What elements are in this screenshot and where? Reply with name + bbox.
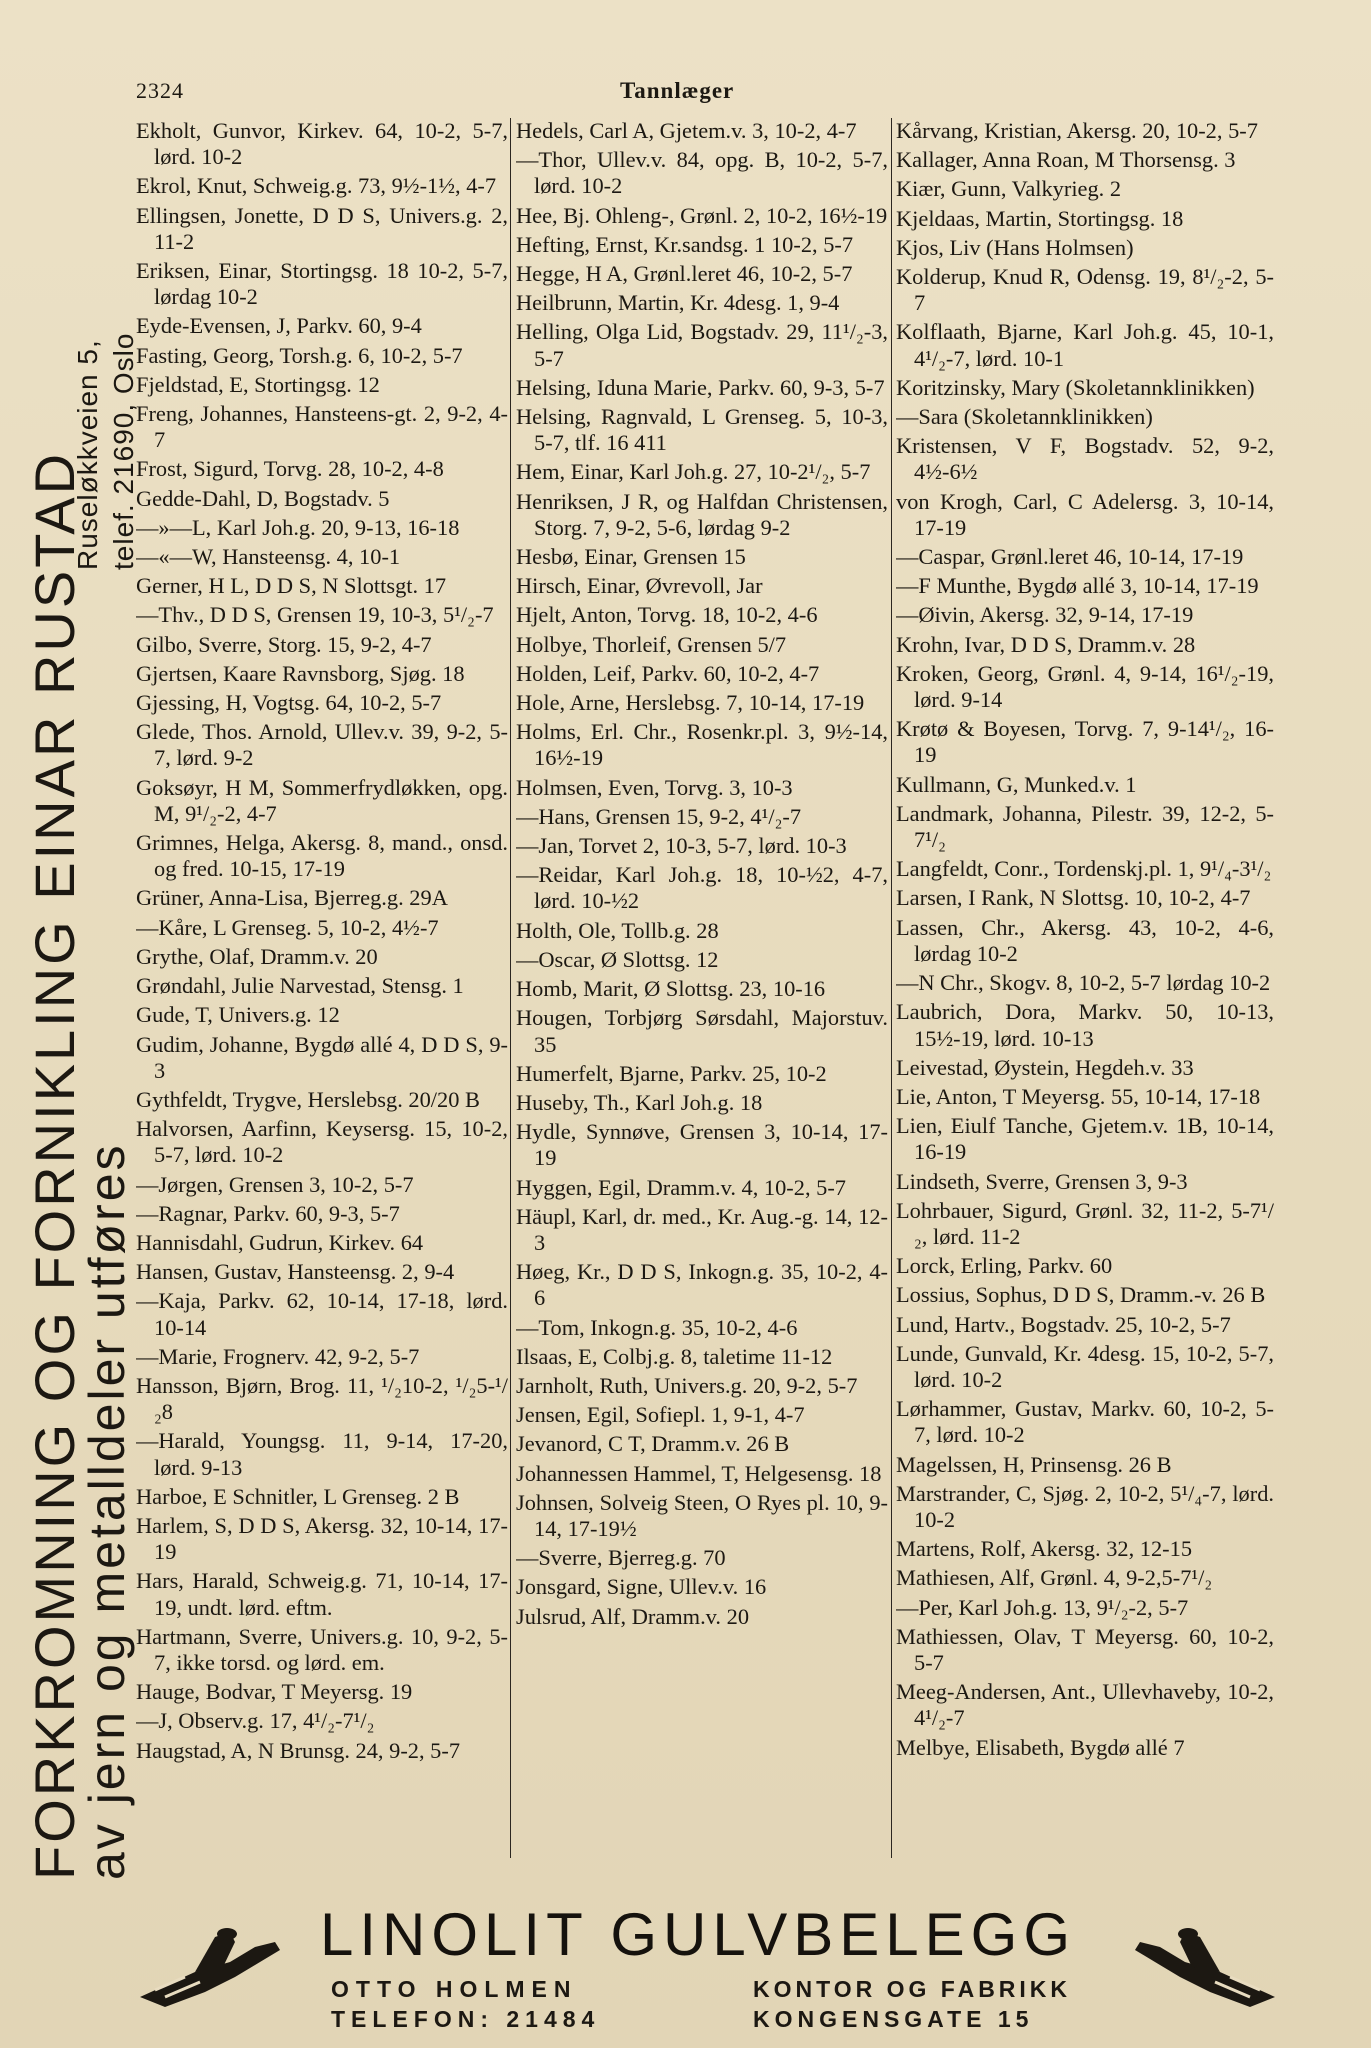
- listing-entry: Hefting, Ernst, Kr.sandsg. 1 10-2, 5-7: [516, 231, 854, 257]
- listing-entry: Meeg-Andersen, Ant., Ullevhaveby, 10-2, 4¹/₂-7: [896, 1679, 1274, 1731]
- listing-entry: Heilbrunn, Martin, Kr. 4desg. 1, 9-4: [516, 290, 840, 316]
- listing-entry: von Krogh, Carl, C Adelersg. 3, 10-14, 17-19: [896, 488, 1274, 540]
- listing-entry: —Oscar, Ø Slottsg. 12: [516, 946, 719, 972]
- listing-entry: —Harald, Youngsg. 11, 9-14, 17-20, lørd. 9-13: [136, 1428, 508, 1480]
- listing-entry: Larsen, I Rank, N Slottsg. 10, 10-2, 4-7: [896, 885, 1251, 911]
- listing-entry: Haugstad, A, N Brunsg. 24, 9-2, 5-7: [136, 1737, 461, 1763]
- listing-entry: Lunde, Gunvald, Kr. 4desg. 15, 10-2, 5-7, lørd. 10-2: [896, 1340, 1274, 1392]
- listing-entry: Martens, Rolf, Akersg. 32, 12-15: [896, 1536, 1193, 1562]
- listing-entry: —«—W, Hansteensg. 4, 10-1: [136, 544, 401, 570]
- listing-column-2: [516, 118, 888, 1858]
- listing-entry: Kullmann, G, Munked.v. 1: [896, 771, 1137, 797]
- listing-entry: —J, Observ.g. 17, 4¹/₂-7¹/₂: [136, 1708, 375, 1734]
- listing-entry: —N Chr., Skogv. 8, 10-2, 5-7 lørdag 10-2: [896, 970, 1271, 996]
- listing-entry: Lohrbauer, Sigurd, Grønl. 32, 11-2, 5-7¹/₂, lørd. 11-2: [896, 1197, 1274, 1249]
- listing-entry: —F Munthe, Bygdø allé 3, 10-14, 17-19: [896, 573, 1259, 599]
- listing-entry: Hjelt, Anton, Torvg. 18, 10-2, 4-6: [516, 602, 818, 628]
- side-ad-headline: FORKROMNING OG FORNIKLING EINAR RUSTAD: [23, 450, 86, 1880]
- listing-entry: Hartmann, Sverre, Univers.g. 10, 9-2, 5-7, ikke torsd. og lørd. em.: [136, 1623, 508, 1675]
- listing-entry: Koritzinsky, Mary (Skoletannklinikken): [896, 374, 1255, 400]
- hand-with-trowel-icon: [135, 1902, 285, 2012]
- listing-entry: Goksøyr, H M, Sommerfrydløkken, opg. M, 9¹/₂-2, 4-7: [136, 774, 508, 826]
- listing-entry: —Marie, Frognerv. 42, 9-2, 5-7: [136, 1343, 420, 1369]
- listing-entry: Leivestad, Øystein, Hegdeh.v. 33: [896, 1054, 1194, 1080]
- listing-entry: —Sara (Skoletannklinikken): [896, 404, 1153, 430]
- page-number: 2324: [136, 78, 184, 103]
- column-divider: [891, 118, 892, 1858]
- listing-entry: Eriksen, Einar, Stortingsg. 18 10-2, 5-7, lørdag 10-2: [136, 258, 508, 310]
- listing-entry: Jevanord, C T, Dramm.v. 26 B: [516, 1431, 790, 1457]
- listing-entry: Helling, Olga Lid, Bogstadv. 29, 11¹/₂-3, 5-7: [516, 319, 888, 371]
- footer-advertisement: [135, 1900, 1280, 2032]
- listing-entry: Holbye, Thorleif, Grensen 5/7: [516, 631, 787, 657]
- listing-entry: Eyde-Evensen, J, Parkv. 60, 9-4: [136, 313, 422, 339]
- listing-entry: Helsing, Iduna Marie, Parkv. 60, 9-3, 5-7: [516, 374, 885, 400]
- listing-entry: Hauge, Bodvar, T Meyersg. 19: [136, 1679, 413, 1705]
- listing-entry: Lund, Hartv., Bogstadv. 25, 10-2, 5-7: [896, 1311, 1231, 1337]
- listing-column-3: [896, 118, 1274, 1858]
- side-ad-address: Ruseløkkveien 5,: [72, 339, 103, 570]
- listing-entry: Hirsch, Einar, Øvrevoll, Jar: [516, 573, 763, 599]
- listing-entry: Jonsgard, Signe, Ullev.v. 16: [516, 1574, 767, 1600]
- listing-entry: Gerner, H L, D D S, N Slottsgt. 17: [136, 573, 447, 599]
- listing-entry: —Kåre, L Grenseg. 5, 10-2, 4½-7: [136, 914, 439, 940]
- listing-entry: Hee, Bj. Ohleng-, Grønl. 2, 10-2, 16½-19: [516, 202, 888, 228]
- listing-entry: Høeg, Kr., D D S, Inkogn.g. 35, 10-2, 4-6: [516, 1259, 888, 1311]
- listing-entry: Holmsen, Even, Torvg. 3, 10-3: [516, 774, 793, 800]
- listing-entry: Johannessen Hammel, T, Helgesensg. 18: [516, 1460, 882, 1486]
- listing-entry: —Ragnar, Parkv. 60, 9-3, 5-7: [136, 1200, 400, 1226]
- listing-entry: Hegge, H A, Grønl.leret 46, 10-2, 5-7: [516, 261, 853, 287]
- listing-entry: Ekrol, Knut, Schweig.g. 73, 9½-1½, 4-7: [136, 173, 497, 199]
- listing-entry: Mathiesen, Alf, Grønl. 4, 9-2,5-7¹/₂: [896, 1565, 1213, 1591]
- company-name: OTTO HOLMEN: [331, 1976, 578, 2002]
- listing-entry: Ilsaas, E, Colbj.g. 8, taletime 11-12: [516, 1343, 833, 1369]
- listing-entry: Ekholt, Gunvor, Kirkev. 64, 10-2, 5-7, lørd. 10-2: [136, 118, 508, 170]
- listing-entry: Melbye, Elisabeth, Bygdø allé 7: [896, 1734, 1185, 1760]
- listing-entry: Kroken, Georg, Grønl. 4, 9-14, 16¹/₂-19, lørd. 9-14: [896, 660, 1274, 713]
- listing-entry: —Jan, Torvet 2, 10-3, 5-7, lørd. 10-3: [516, 833, 847, 859]
- listing-entry: Krohn, Ivar, D D S, Dramm.v. 28: [896, 631, 1196, 657]
- listing-entry: Kårvang, Kristian, Akersg. 20, 10-2, 5-7: [896, 118, 1258, 143]
- listing-entry: Lie, Anton, T Meyersg. 55, 10-14, 17-18: [896, 1083, 1261, 1109]
- listing-entry: Kolderup, Knud R, Odensg. 19, 8¹/₂-2, 5-7: [896, 264, 1274, 316]
- listing-entry: Kallager, Anna Roan, M Thorsensg. 3: [896, 147, 1236, 173]
- listing-entry: Glede, Thos. Arnold, Ullev.v. 39, 9-2, 5-7, lørd. 9-2: [136, 719, 508, 771]
- listing-entry: —Sverre, Bjerreg.g. 70: [516, 1545, 726, 1571]
- listing-entry: Lossius, Sophus, D D S, Dramm.-v. 26 B: [896, 1282, 1266, 1308]
- listing-entry: Jarnholt, Ruth, Univers.g. 20, 9-2, 5-7: [516, 1372, 858, 1398]
- listing-entry: —Per, Karl Joh.g. 13, 9¹/₂-2, 5-7: [896, 1594, 1189, 1620]
- listing-entry: Hesbø, Einar, Grensen 15: [516, 544, 746, 570]
- listing-entry: Lindseth, Sverre, Grensen 3, 9-3: [896, 1168, 1188, 1194]
- listing-entry: Kjos, Liv (Hans Holmsen): [896, 234, 1134, 260]
- listing-entry: Grøndahl, Julie Narvestad, Stensg. 1: [136, 973, 464, 999]
- listing-entry: Harboe, E Schnitler, L Grenseg. 2 B: [136, 1483, 460, 1509]
- listing-entry: Homb, Marit, Ø Slottsg. 23, 10-16: [516, 976, 826, 1002]
- office-label: KONTOR OG FABRIKK: [753, 1976, 1072, 2002]
- listing-entry: Grythe, Olaf, Dramm.v. 20: [136, 943, 378, 969]
- listing-entry: —Øivin, Akersg. 32, 9-14, 17-19: [896, 602, 1194, 628]
- listing-entry: —Thv., D D S, Grensen 19, 10-3, 5¹/₂-7: [136, 602, 494, 628]
- listing-entry: —Tom, Inkogn.g. 35, 10-2, 4-6: [516, 1314, 798, 1340]
- listing-entry: Hyggen, Egil, Dramm.v. 4, 10-2, 5-7: [516, 1174, 846, 1200]
- listing-entry: Hougen, Torbjørg Sørsdahl, Majorstuv. 35: [516, 1005, 888, 1057]
- listing-entry: Hole, Arne, Herslebsg. 7, 10-14, 17-19: [516, 690, 865, 716]
- listing-entry: Ellingsen, Jonette, D D S, Univers.g. 2, 11-2: [136, 202, 508, 254]
- listing-entry: Lorck, Erling, Parkv. 60: [896, 1253, 1113, 1279]
- listing-entry: Hem, Einar, Karl Joh.g. 27, 10-2¹/₂, 5-7: [516, 459, 871, 485]
- listing-entry: Harlem, S, D D S, Akersg. 32, 10-14, 17-19: [136, 1512, 508, 1565]
- listing-entry: Hydle, Synnøve, Grensen 3, 10-14, 17-19: [516, 1119, 888, 1171]
- listing-entry: Langfeldt, Conr., Tordenskj.pl. 1, 9¹/₄-3¹/₂: [896, 856, 1272, 882]
- listing-entry: Lien, Eiulf Tanche, Gjetem.v. 1B, 10-14, 16-19: [896, 1113, 1274, 1165]
- listing-entry: Fjeldstad, E, Stortingsg. 12: [136, 371, 380, 397]
- listing-entry: Gjessing, H, Vogtsg. 64, 10-2, 5-7: [136, 690, 442, 716]
- listing-entry: Julsrud, Alf, Dramm.v. 20: [516, 1603, 750, 1629]
- listing-entry: Humerfelt, Bjarne, Parkv. 25, 10-2: [516, 1060, 827, 1086]
- listing-entry: Gedde-Dahl, D, Bogstadv. 5: [136, 485, 390, 511]
- listing-entry: Halvorsen, Aarfinn, Keysersg. 15, 10-2, 5-7, lørd. 10-2: [136, 1116, 508, 1168]
- listing-entry: Hedels, Carl A, Gjetem.v. 3, 10-2, 4-7: [516, 118, 857, 143]
- brand-name: LINOLIT GULVBELEGG: [320, 1901, 1077, 1968]
- listing-entry: Grimnes, Helga, Akersg. 8, mand., onsd. og fred. 10-15, 17-19: [136, 830, 508, 882]
- listing-entry: Krøtø & Boyesen, Torvg. 7, 9-14¹/₂, 16-19: [896, 716, 1274, 768]
- listing-entry: Holden, Leif, Parkv. 60, 10-2, 4-7: [516, 660, 820, 686]
- side-advertisement: [0, 0, 139, 1880]
- listing-entry: Kolflaath, Bjarne, Karl Joh.g. 45, 10-1, 4¹/₂-7, lørd. 10-1: [896, 319, 1274, 371]
- listing-entry: Landmark, Johanna, Pilestr. 39, 12-2, 5-7¹/₂: [896, 800, 1274, 853]
- listing-entry: Kjeldaas, Martin, Stortingsg. 18: [896, 205, 1184, 231]
- column-divider: [510, 118, 511, 1858]
- listing-entry: Mathiessen, Olav, T Meyersg. 60, 10-2, 5-7: [896, 1623, 1274, 1675]
- listing-entry: —Caspar, Grønl.leret 46, 10-14, 17-19: [896, 544, 1244, 570]
- hand-with-trowel-icon: [1130, 1902, 1280, 2012]
- listing-entry: Gudim, Johanne, Bygdø allé 4, D D S, 9-3: [136, 1031, 508, 1083]
- company-address: KONGENSGATE 15: [753, 2006, 1034, 2032]
- listing-entry: Lørhammer, Gustav, Markv. 60, 10-2, 5-7, lørd. 10-2: [896, 1396, 1274, 1448]
- listing-entry: Holth, Ole, Tollb.g. 28: [516, 917, 719, 943]
- listing-entry: Johnsen, Solveig Steen, O Ryes pl. 10, 9-14, 17-19½: [516, 1489, 888, 1541]
- listing-entry: —Jørgen, Grensen 3, 10-2, 5-7: [136, 1171, 414, 1197]
- listing-entry: —Thor, Ullev.v. 84, opg. B, 10-2, 5-7, lørd. 10-2: [516, 147, 888, 199]
- listing-entry: Kiær, Gunn, Valkyrieg. 2: [896, 176, 1122, 202]
- listing-entry: Freng, Johannes, Hansteens-gt. 2, 9-2, 4-7: [136, 401, 508, 453]
- listing-entry: —Reidar, Karl Joh.g. 18, 10-½2, 4-7, lørd. 10-½2: [516, 862, 888, 914]
- listing-entry: Lassen, Chr., Akersg. 43, 10-2, 4-6, lørdag 10-2: [896, 914, 1274, 966]
- listing-entry: Kristensen, V F, Bogstadv. 52, 9-2, 4½-6½: [896, 433, 1274, 485]
- listing-entry: Gjertsen, Kaare Ravnsborg, Sjøg. 18: [136, 660, 465, 686]
- listing-column-1: [136, 118, 508, 1858]
- listing-entry: Henriksen, J R, og Halfdan Christensen, Storg. 7, 9-2, 5-6, lørdag 9-2: [516, 488, 888, 540]
- listing-entry: Holms, Erl. Chr., Rosenkr.pl. 3, 9½-14, 16½-19: [516, 719, 888, 771]
- listing-entry: Gilbo, Sverre, Storg. 15, 9-2, 4-7: [136, 631, 432, 657]
- listing-entry: Fasting, Georg, Torsh.g. 6, 10-2, 5-7: [136, 342, 463, 368]
- listing-entry: Frost, Sigurd, Torvg. 28, 10-2, 4-8: [136, 456, 444, 482]
- listing-entry: Häupl, Karl, dr. med., Kr. Aug.-g. 14, 12-3: [516, 1203, 888, 1255]
- listing-entry: Laubrich, Dora, Markv. 50, 10-13, 15½-19, lørd. 10-13: [896, 999, 1274, 1051]
- listing-entry: Hars, Harald, Schweig.g. 71, 10-14, 17-19, undt. lørd. eftm.: [136, 1568, 508, 1620]
- listing-entry: —Kaja, Parkv. 62, 10-14, 17-18, lørd. 10-14: [136, 1288, 508, 1340]
- listing-entry: Helsing, Ragnvald, L Grenseg. 5, 10-3, 5-7, tlf. 16 411: [516, 404, 888, 456]
- side-ad-subline: av jern og metalldeler utføres: [79, 1142, 135, 1880]
- listing-entry: Gythfeldt, Trygve, Herslebsg. 20/20 B: [136, 1086, 480, 1112]
- listing-entry: —Hans, Grensen 15, 9-2, 4¹/₂-7: [516, 803, 802, 829]
- listing-entry: Hannisdahl, Gudrun, Kirkev. 64: [136, 1229, 424, 1255]
- company-phone: TELEFON: 21484: [331, 2006, 601, 2032]
- side-ad-phone: telef. 21690, Oslo: [108, 332, 139, 570]
- listing-entry: Huseby, Th., Karl Joh.g. 18: [516, 1089, 763, 1115]
- listing-entry: Hansen, Gustav, Hansteensg. 2, 9-4: [136, 1259, 455, 1285]
- listing-entry: Marstrander, C, Sjøg. 2, 10-2, 5¹/₄-7, lørd. 10-2: [896, 1480, 1274, 1532]
- listing-entry: Gude, T, Univers.g. 12: [136, 1002, 340, 1028]
- running-title: Tannlæger: [620, 78, 735, 103]
- listing-entry: Magelssen, H, Prinsensg. 26 B: [896, 1451, 1172, 1477]
- listing-entry: Jensen, Egil, Sofiepl. 1, 9-1, 4-7: [516, 1402, 805, 1428]
- listing-entry: Grüner, Anna-Lisa, Bjerreg.g. 29A: [136, 885, 448, 911]
- listing-entry: Hansson, Bjørn, Brog. 11, ¹/₂10-2, ¹/₂5-¹/₂8: [136, 1372, 508, 1425]
- listing-entry: —»—L, Karl Joh.g. 20, 9-13, 16-18: [136, 514, 460, 540]
